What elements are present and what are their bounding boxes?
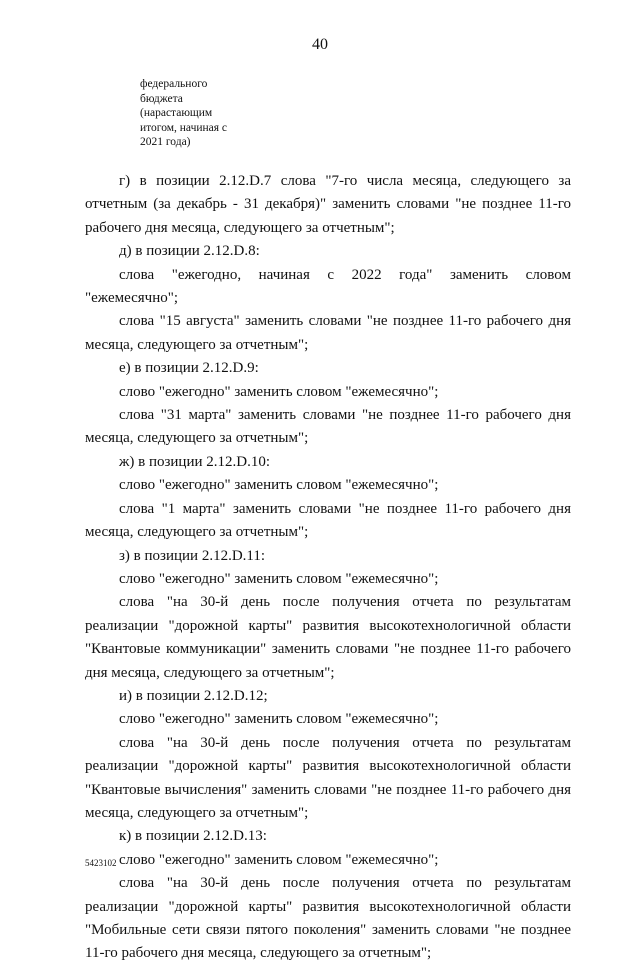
paragraph: слова "на 30-й день после получения отчета по результатам реализации "дорожной карты" развития высокотехнологичной области "Квантовые вычисления" заменить словами "не позднее 11-го рабочего дня месяца, следующего за отчетным";: [85, 734, 571, 821]
document-code: 5423102: [85, 858, 117, 868]
paragraph: д) в позиции 2.12.D.8:: [119, 243, 260, 260]
paragraph: ж) в позиции 2.12.D.10:: [119, 453, 271, 470]
paragraph: и) в позиции 2.12.D.12;: [119, 687, 268, 704]
paragraph: слово "ежегодно" заменить словом "ежемесячно";: [119, 851, 439, 868]
paragraph: слово "ежегодно" заменить словом "ежемесячно";: [119, 711, 439, 728]
paragraph: слово "ежегодно" заменить словом "ежемесячно";: [119, 477, 439, 494]
table-cell-line: федерального: [140, 78, 208, 90]
table-cell-fragment: [140, 77, 300, 150]
paragraph: з) в позиции 2.12.D.11:: [119, 547, 266, 564]
table-cell-line: бюджета: [140, 92, 183, 105]
paragraph: слова "ежегодно, начиная с 2022 года" заменить словом "ежемесячно";: [85, 266, 571, 307]
paragraph: г) в позиции 2.12.D.7 слова "7-го числа месяца, следующего за отчетным (за декабрь - 31 декабря)" заменить словами "не позднее 11-го рабочего дня месяца, следующего за отчетным";: [85, 173, 571, 236]
paragraph: слова "1 марта" заменить словами "не позднее 11-го рабочего дня месяца, следующего за отчетным";: [85, 500, 571, 541]
paragraph: слово "ежегодно" заменить словом "ежемесячно";: [119, 570, 439, 587]
table-cell-line: 2021 года): [140, 136, 191, 148]
page-number: 40: [312, 36, 328, 53]
paragraph: слова "15 августа" заменить словами "не позднее 11-го рабочего дня месяца, следующего за отчетным";: [85, 313, 571, 353]
table-cell-line: итогом, начиная с: [140, 121, 228, 134]
paragraph: слово "ежегодно" заменить словом "ежемесячно";: [119, 383, 439, 400]
table-cell-line: (нарастающим: [140, 107, 213, 119]
paragraph: слова "на 30-й день после получения отчета по результатам реализации "дорожной карты" развития высокотехнологичной области "Квантовые коммуникации" заменить словами "не позднее 11-го рабочего дня месяца, следующего за отчетным";: [85, 594, 571, 681]
paragraph: слова "на 30-й день после получения отчета по результатам реализации "дорожной карты" развития высокотехнологичной области "Мобильные сети связи пятого поколения" заменить словами "не позднее 11-го рабочего дня месяца, следующего за отчетным";: [85, 875, 571, 962]
paragraph: к) в позиции 2.12.D.13:: [119, 828, 267, 845]
paragraph: слова "31 марта" заменить словами "не позднее 11-го рабочего дня месяца, следующего за отчетным";: [85, 407, 571, 447]
document-body: [85, 170, 571, 966]
paragraph: е) в позиции 2.12.D.9:: [119, 360, 259, 377]
